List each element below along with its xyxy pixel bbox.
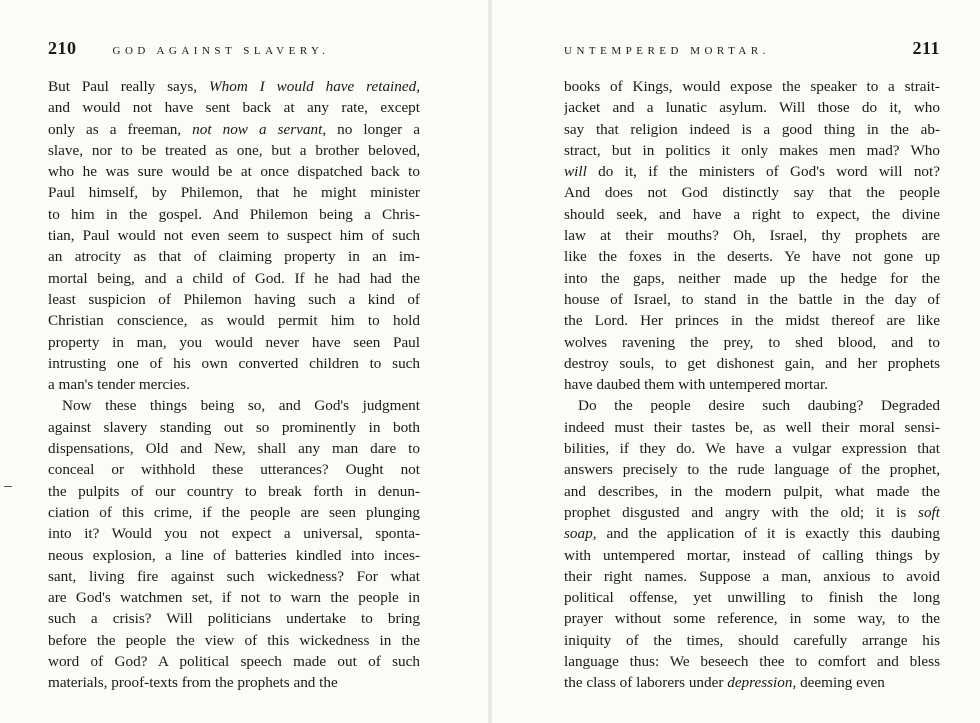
page-number: 211 [912,38,940,58]
text-line: into the gaps, neither made up the hedge for the [564,269,940,287]
text-line: will do it, if the ministers of God's word will not? [564,163,940,181]
text-line: law at their mouths? Oh, Israel, thy prophets are [564,227,940,245]
text-line: bilities, if they do. We have a vulgar expression that [564,440,940,458]
text-line: word of God? A political speech made out of such [48,653,420,671]
text-line: iniquity of the times, should carefully arrange his [564,631,940,649]
text-line: who he was sure would be at once dispatched back to [48,163,420,181]
text-line: and describes, in the modern pulpit, what made the [564,482,940,500]
text-line: conceal or withhold these utterances? Ought not [48,461,420,479]
right-page [492,0,980,723]
text-line: And does not God distinctly say that the people [564,184,940,202]
text-line: dispensations, Old and New, shall any man dare to [48,440,420,458]
right-page-header [564,38,940,62]
text-line: intrusting one of his own converted children to such [48,354,420,372]
text-line: into it? Would you not expect a universal, sponta- [48,525,420,543]
text-line: only as a freeman, not now a servant, no longer a [48,120,420,138]
text-line: prophet disgusted and angry with the old; it is soft [564,503,940,521]
left-page-header [48,38,420,62]
text-line: and would not have sent back at any rate, except [48,99,420,117]
text-line: like the foxes in the deserts. Ye have not gone up [564,248,940,266]
right-page-body [564,76,940,694]
text-line: house of Israel, to stand in the battle in the day of [564,290,940,308]
text-line: should seek, and have a right to expect, the divine [564,205,940,223]
text-line: But Paul really says, Whom I would have retained, [48,78,420,95]
text-line: say that religion indeed is a good thing in the ab- [564,120,940,138]
text-line: prayer without some reference, in some way, to the [564,610,940,628]
left-page-body [48,76,420,694]
page-number: 210 [48,38,77,58]
text-line: stract, but in politics it only makes men mad? Who [564,141,940,159]
text-line: such a crisis? Will politicians undertake to bring [48,610,420,628]
running-title: UNTEMPERED MORTAR. [564,45,770,57]
text-line: an atrocity as that of claiming property in an im- [48,248,420,266]
text-line: with untempered mortar, instead of calling things by [564,546,940,564]
text-line: property in man, you would never have seen Paul [48,333,420,351]
text-line: Do the people desire such daubing? Degraded [578,397,940,415]
text-line: a man's tender mercies. [48,376,190,394]
running-title: GOD AGAINST SLAVERY. [112,45,330,57]
text-line: the Lord. Her princes in the midst thereof are like [564,312,940,330]
margin-mark [4,486,12,487]
text-line: are God's watchmen set, if not to warn the people in [48,589,420,607]
text-line: to him in the gospel. And Philemon being a Chris- [48,205,420,223]
text-line: against slavery standing out so prominently in both [48,418,420,436]
text-line: Christian conscience, as would permit him to hold [48,312,420,330]
text-line: least suspicion of Philemon having such a kind of [48,290,420,308]
text-line: materials, proof-texts from the prophets and the [48,674,338,692]
text-line: sant, living fire against such wickedness? For what [48,567,420,585]
text-line: have daubed them with untempered mortar. [564,376,829,394]
text-line: Paul himself, by Philemon, that he might minister [48,184,420,202]
text-line: language thus: We beseech thee to comfort and bless [564,653,940,671]
text-line: mortal being, and a child of God. If he had had the [48,269,420,287]
text-line: their right names. Suppose a man, anxious to avoid [564,567,940,585]
text-line: jacket and a lunatic asylum. Will those do it, who [564,99,940,117]
text-line: political offense, yet unwilling to finish the long [564,589,940,607]
text-line: the pulpits of our country to break forth in denun- [48,482,420,500]
text-line: before the people the view of this wickedness in the [48,631,420,649]
text-line: tian, Paul would not even seem to suspect him of such [48,227,420,245]
text-line: destroy souls, to get dishonest gain, and her prophets [564,354,940,372]
text-line: soap, and the application of it is exactly this daubing [564,525,940,543]
text-line: the class of laborers under depression, deeming even [564,674,885,692]
text-line: neous explosion, a line of batteries kindled into inces- [48,546,420,564]
text-line: books of Kings, would expose the speaker to a strait- [564,78,940,95]
text-line: answers precisely to the rude language of the prophet, [564,461,940,479]
text-line: indeed must their tastes be, as well their moral sensi- [564,418,940,436]
text-line: wolves ravening the prey, to shed blood, and to [564,333,940,351]
text-line: slave, nor to be treated as one, but a brother beloved, [48,141,420,159]
text-line: ciation of this crime, if the people are seen plunging [48,503,420,521]
text-line: Now these things being so, and God's judgment [62,397,420,415]
left-page [0,0,488,723]
